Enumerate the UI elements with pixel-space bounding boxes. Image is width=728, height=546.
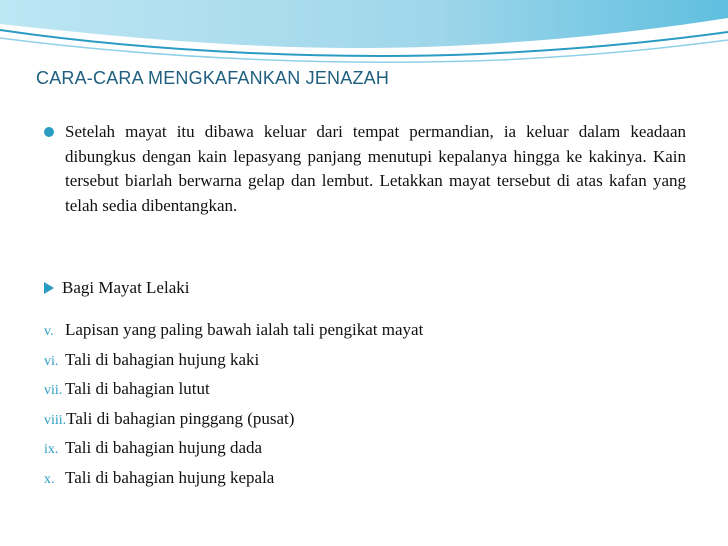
list-item — [44, 468, 423, 498]
list-number: x. — [44, 471, 55, 487]
list-item — [44, 350, 423, 380]
paragraph-block — [44, 120, 686, 218]
list-text: Tali di bahagian hujung kepala — [65, 467, 275, 487]
numbered-list — [44, 320, 423, 497]
list-text: Tali di bahagian hujung kaki — [65, 349, 260, 369]
list-text: Lapisan yang paling bawah ialah tali pengikat mayat — [65, 320, 424, 339]
list-number: viii. — [44, 412, 67, 428]
sub-heading-text: Bagi Mayat Lelaki — [62, 278, 190, 297]
slide-title: CARA-CARA MENGKAFANKAN JENAZAH — [36, 68, 390, 88]
list-text: Tali di bahagian pinggang (pusat) — [66, 408, 295, 428]
list-item — [44, 320, 423, 350]
list-item — [44, 409, 423, 439]
arrow-bullet-icon — [44, 282, 54, 294]
header-wave-decoration — [0, 0, 728, 70]
list-number: ix. — [44, 442, 59, 457]
list-number: vi. — [44, 353, 59, 369]
list-number: v. — [44, 324, 54, 339]
sub-heading — [44, 278, 189, 298]
list-text: Tali di bahagian hujung dada — [65, 438, 263, 457]
round-bullet-icon — [44, 127, 54, 137]
list-number: vii. — [44, 383, 63, 398]
paragraph-text: Setelah mayat itu dibawa keluar dari tempat permandian, ia keluar dalam keadaan dibungkus dengan kain lepasyang panjang menutupi kepalanya hingga ke kakinya. Kain tersebut biarlah berwarna gelap dan lembut. Letakkan mayat tersebut di atas kafan yang telah sedia dibentangkan. — [65, 122, 686, 215]
list-text: Tali di bahagian lutut — [65, 379, 210, 398]
list-item — [44, 438, 423, 468]
list-item — [44, 379, 423, 409]
